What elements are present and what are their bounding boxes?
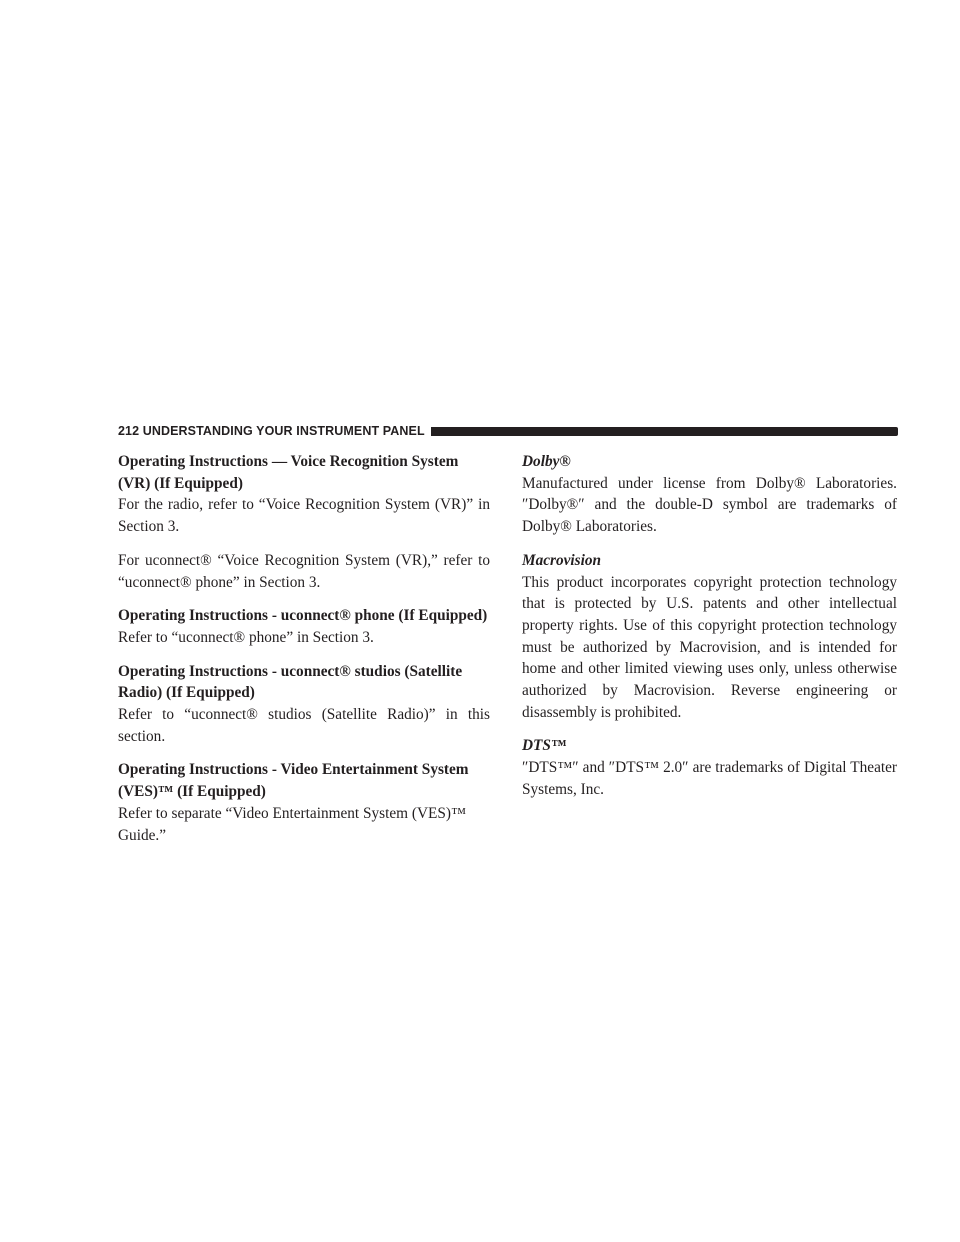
left-column — [118, 451, 490, 858]
section-paragraph: This product incorporates copyright protection technology that is protected by U.S. patents and other intellectual property rights. Use of this copyright protection technology must be authorized by Macrovision, and is intended for home and other limited viewing uses only, unless otherwise authorized by Macrovision. Reverse engineering or disassembly is prohibited. — [522, 573, 897, 721]
section-macrovision — [522, 550, 897, 724]
section-dts — [522, 735, 897, 800]
section-heading: Operating Instructions - uconnect® studios (Satellite Radio) (If Equipped) — [118, 662, 463, 702]
section-uconnect-phone — [118, 605, 490, 648]
right-column — [522, 451, 897, 813]
page-number-title: 212 UNDERSTANDING YOUR INSTRUMENT PANEL — [118, 424, 425, 438]
section-dolby — [522, 451, 897, 538]
section-heading: Operating Instructions — Voice Recognition System (VR) (If Equipped) — [118, 453, 459, 492]
section-paragraph: ″DTS™″ and ″DTS™ 2.0″ are trademarks of Digital Theater Systems, Inc. — [522, 759, 897, 798]
section-heading: Dolby® — [522, 453, 571, 470]
section-paragraph: For uconnect® “Voice Recognition System (VR),” refer to “uconnect® phone” in Section 3. — [118, 551, 490, 591]
section-paragraph: Refer to “uconnect® studios (Satellite Radio)” in this section. — [118, 706, 490, 745]
page-header — [118, 421, 898, 441]
section-heading: Macrovision — [522, 551, 602, 569]
section-heading: Operating Instructions - Video Entertainment System (VES)™ (If Equipped) — [118, 761, 469, 801]
section-heading: Operating Instructions - uconnect® phone (If Equipped) — [118, 607, 488, 625]
section-paragraph: Refer to separate “Video Entertainment System (VES)™ Guide.” — [118, 804, 466, 844]
section-voice-recognition — [118, 451, 490, 593]
section-uconnect-studios — [118, 661, 490, 748]
section-paragraph: For the radio, refer to “Voice Recognition System (VR)” in Section 3. — [118, 496, 490, 536]
section-paragraph: Refer to “uconnect® phone” in Section 3. — [118, 628, 374, 646]
header-rule — [431, 427, 898, 436]
section-heading: DTS™ — [522, 737, 567, 755]
section-paragraph: Manufactured under license from Dolby® Laboratories. ″Dolby®″ and the double-D symbol are trademarks of Dolby® Laboratories. — [522, 474, 897, 536]
section-video-entertainment — [118, 759, 490, 846]
